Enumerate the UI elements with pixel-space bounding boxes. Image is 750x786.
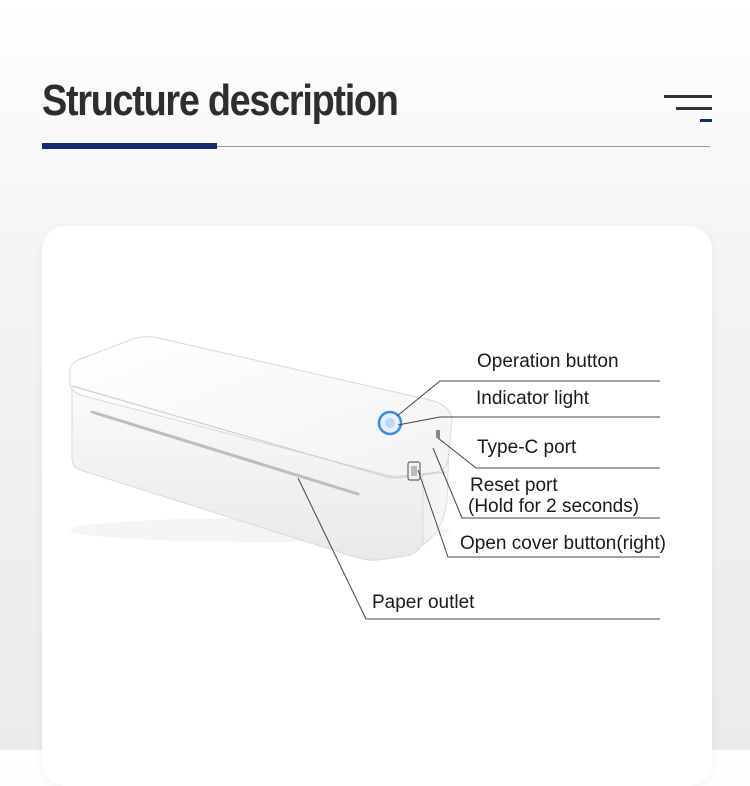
label-type-c-port: Type-C port: [477, 437, 577, 458]
label-reset-port: Reset port: [470, 475, 558, 496]
label-indicator-light: Indicator light: [476, 388, 590, 409]
label-paper-outlet: Paper outlet: [372, 592, 475, 613]
label-open-cover-button: Open cover button(right): [460, 533, 666, 554]
page-title: Structure description: [42, 76, 398, 125]
label-reset-port-note: (Hold for 2 seconds): [468, 496, 640, 517]
label-operation-button: Operation button: [477, 351, 619, 372]
type-c-port-shape: [436, 430, 440, 438]
